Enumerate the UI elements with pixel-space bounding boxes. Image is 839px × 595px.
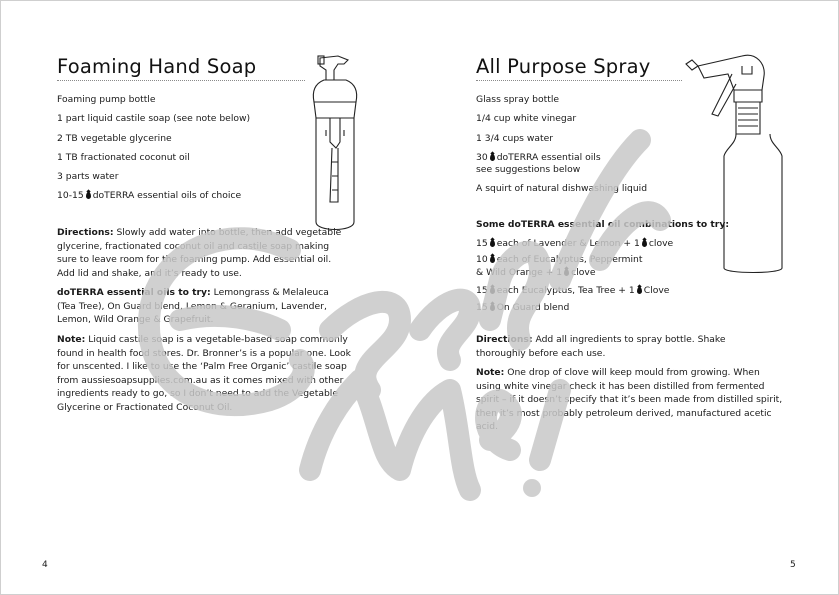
ingredient-item: see suggestions below (476, 164, 581, 175)
note-text: One drop of clove will keep mould from growing. When using white vinegar check it has been distilled from fermented spirit – if it doesn’t specify that it’s been made from distilled spirit, then it’s most probably petroleum derived, manufactured acetic acid. (476, 367, 783, 433)
combo-item: 15 each of Lavender & Lemon + 1 clove (476, 238, 674, 249)
ingredient-item: 1/4 cup white vinegar (476, 113, 577, 124)
drop-icon (490, 256, 495, 263)
spray-bottle-icon (682, 44, 802, 280)
note-label: Note: (57, 334, 86, 345)
combo-item: 10 each of Eucalyptus, Peppermint (476, 254, 643, 265)
drop-icon (490, 287, 495, 294)
combo-item: 15 each Eucalyptus, Tea Tree + 1 Clove (476, 285, 670, 296)
note-paragraph (57, 333, 357, 415)
oils-paragraph (57, 286, 349, 327)
page-title: Foaming Hand Soap (57, 55, 257, 78)
oils-text: Lemongrass & Melaleuca (Tea Tree), On Guard blend, Lemon & Geranium, Lavender, Lemon, Wild Orange & Grapefruit. (57, 287, 329, 326)
ingredient-item: Foaming pump bottle (57, 94, 156, 105)
page-number: 4 (42, 560, 48, 570)
title-divider (476, 80, 682, 81)
page-number: 5 (790, 560, 796, 570)
note-label: Note: (476, 367, 505, 378)
drop-icon (490, 154, 495, 161)
ingredient-item (476, 152, 601, 164)
page-title: All Purpose Spray (476, 55, 651, 78)
drop-icon (490, 240, 495, 247)
drop-icon (86, 192, 91, 199)
directions-text: Slowly add water into bottle, then add vegetable glycerine, fractionated coconut oil and castile soap making sure to leave room for the foaming pump. Add essential oil. Add lid and shake, and it’s ready to use. (57, 227, 342, 279)
drop-icon (637, 287, 642, 294)
combos-heading: Some doTERRA essential oil combinations to try: (476, 219, 730, 230)
combo-item: & Wild Orange + 1 clove (476, 267, 596, 278)
drop-count: 10-15 (57, 190, 84, 201)
directions-label: Directions: (57, 227, 114, 238)
ingredient-item: 2 TB vegetable glycerine (57, 133, 172, 144)
drop-label: doTERRA essential oils of choice (92, 190, 242, 201)
ingredient-item (57, 190, 241, 202)
note-text: Liquid castile soap is a vegetable-based soap commonly found in health food stores. Dr. Bronner’s is a popular one. Look for unscented. I like to use the ‘Palm Free Organic’ castile soap from aussiesoapsupplies.com.au as it comes mixed with other ingredients ready to go, so I don’t need to add the Vegetable Glycerine or Fractionated Coconut Oil. (57, 334, 351, 413)
ingredient-item: A squirt of natural dishwashing liquid (476, 183, 648, 194)
title-divider (57, 80, 305, 81)
oils-label: doTERRA essential oils to try: (57, 287, 211, 298)
foaming-pump-bottle-icon (304, 52, 366, 237)
drop-label: doTERRA essential oils (496, 152, 601, 163)
ingredient-item: 1 TB fractionated coconut oil (57, 152, 190, 163)
ingredient-item: 1 3/4 cups water (476, 133, 554, 144)
directions-text: Add all ingredients to spray bottle. Shake thoroughly before each use. (476, 334, 726, 359)
directions-label: Directions: (476, 334, 533, 345)
drop-icon (642, 240, 647, 247)
note-paragraph (476, 366, 786, 434)
drop-count: 30 (476, 152, 488, 163)
drop-icon (490, 304, 495, 311)
ingredient-item: 3 parts water (57, 171, 119, 182)
combo-item: 15 On Guard blend (476, 302, 570, 313)
ingredient-item: 1 part liquid castile soap (see note below) (57, 113, 251, 124)
directions-paragraph (476, 333, 776, 360)
ingredient-item: Glass spray bottle (476, 94, 560, 105)
right-page (420, 0, 839, 595)
drop-icon (564, 269, 569, 276)
left-page (0, 0, 419, 595)
